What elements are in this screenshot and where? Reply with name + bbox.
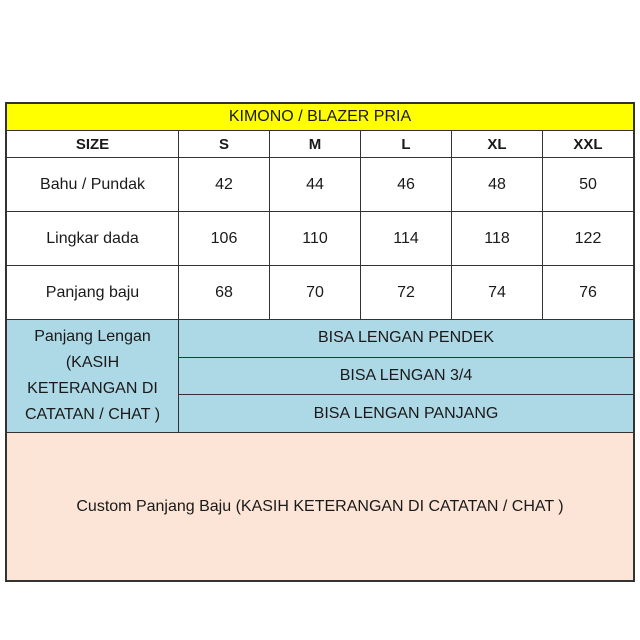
size-m: M xyxy=(270,131,361,158)
cell-value: 46 xyxy=(361,158,452,212)
cell-value: 114 xyxy=(361,212,452,266)
size-s: S xyxy=(179,131,270,158)
cell-value: 42 xyxy=(179,158,270,212)
table-row xyxy=(7,158,634,212)
cell-value: 118 xyxy=(452,212,543,266)
cell-value: 48 xyxy=(452,158,543,212)
title-row xyxy=(7,104,634,131)
cell-value: 68 xyxy=(179,266,270,320)
cell-value: 72 xyxy=(361,266,452,320)
sleeve-option: BISA LENGAN 3/4 xyxy=(179,357,634,395)
cell-value: 122 xyxy=(543,212,634,266)
sleeve-label: Panjang Lengan (KASIH KETERANGAN DI CATATAN / CHAT ) xyxy=(7,320,179,433)
sleeve-row xyxy=(7,320,634,358)
size-xl: XL xyxy=(452,131,543,158)
size-header-row xyxy=(7,131,634,158)
custom-note: Custom Panjang Baju (KASIH KETERANGAN DI CATATAN / CHAT ) xyxy=(7,433,634,581)
sleeve-option: BISA LENGAN PENDEK xyxy=(179,320,634,358)
cell-value: 70 xyxy=(270,266,361,320)
cell-value: 74 xyxy=(452,266,543,320)
row-label: Lingkar dada xyxy=(7,212,179,266)
cell-value: 44 xyxy=(270,158,361,212)
cell-value: 50 xyxy=(543,158,634,212)
size-l: L xyxy=(361,131,452,158)
row-label: Panjang baju xyxy=(7,266,179,320)
table-row xyxy=(7,212,634,266)
cell-value: 106 xyxy=(179,212,270,266)
size-chart xyxy=(5,102,635,582)
chart-title: KIMONO / BLAZER PRIA xyxy=(7,104,634,131)
size-chart-table xyxy=(6,103,634,581)
custom-row xyxy=(7,433,634,581)
sleeve-option: BISA LENGAN PANJANG xyxy=(179,395,634,433)
size-header-label: SIZE xyxy=(7,131,179,158)
cell-value: 76 xyxy=(543,266,634,320)
cell-value: 110 xyxy=(270,212,361,266)
size-xxl: XXL xyxy=(543,131,634,158)
table-row xyxy=(7,266,634,320)
row-label: Bahu / Pundak xyxy=(7,158,179,212)
